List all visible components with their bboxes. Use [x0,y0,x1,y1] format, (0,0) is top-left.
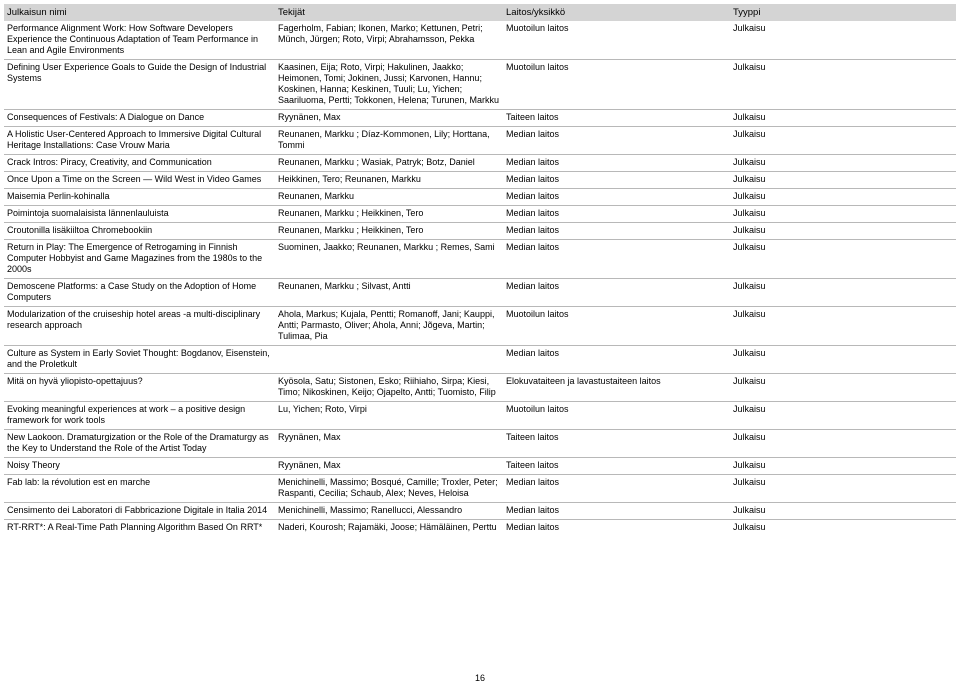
cell-type: Julkaisu [730,307,956,346]
page-number: 16 [474,673,485,683]
cell-type: Julkaisu [730,189,956,206]
cell-title: Noisy Theory [4,458,275,475]
cell-type: Julkaisu [730,503,956,520]
cell-type: Julkaisu [730,430,956,458]
cell-unit: Median laitos [503,346,730,374]
cell-authors: Lu, Yichen; Roto, Virpi [275,402,503,430]
table-row [4,206,956,223]
cell-type: Julkaisu [730,279,956,307]
cell-authors: Fagerholm, Fabian; Ikonen, Marko; Kettunen, Petri; Münch, Jürgen; Roto, Virpi; Abrahamsson, Pekka [278,23,483,44]
cell-title: Performance Alignment Work: How Software Developers Experience the Continuous Adaptation of Team Performance in Lean and Agile Environments [7,23,258,55]
cell-type: Julkaisu [730,127,956,155]
table-row [4,155,956,172]
cell-authors: Menichinelli, Massimo; Ranellucci, Alessandro [275,503,503,520]
table-row [4,346,956,374]
cell-unit: Median laitos [503,503,730,520]
cell-unit: Median laitos [503,520,730,537]
cell-type: Julkaisu [730,475,956,503]
table-row [4,279,956,307]
cell-type: Julkaisu [730,402,956,430]
table-row [4,60,956,110]
cell-title: Mitä on hyvä yliopisto-opettajuus? [4,374,275,402]
cell-unit: Taiteen laitos [503,458,730,475]
cell-authors: Ryynänen, Max [275,430,503,458]
header-type: Tyyppi [730,4,956,21]
cell-title: A Holistic User-Centered Approach to Immersive Digital Cultural Heritage Installations: Case Vrouw Maria [4,127,275,155]
cell-authors: Reunanen, Markku ; Heikkinen, Tero [275,206,503,223]
cell-title: Demoscene Platforms: a Case Study on the Adoption of Home Computers [4,279,275,307]
cell-title: Modularization of the cruiseship hotel areas -a multi-disciplinary research approach [4,307,275,346]
table-row [4,127,956,155]
table-row [4,475,956,503]
header-title: Julkaisun nimi [4,4,275,21]
table-row [4,189,956,206]
cell-type: Julkaisu [730,374,956,402]
cell-authors [275,346,503,374]
cell-unit: Muotoilun laitos [503,60,730,110]
cell-unit: Median laitos [503,475,730,503]
cell-unit: Taiteen laitos [503,110,730,127]
table-row [4,110,956,127]
table-row [4,223,956,240]
table-row [4,520,956,537]
cell-type: Julkaisu [730,520,956,537]
cell-unit: Median laitos [503,172,730,189]
cell-unit: Median laitos [503,206,730,223]
cell-unit: Taiteen laitos [503,430,730,458]
header-unit: Laitos/yksikkö [503,4,730,21]
cell-title: Evoking meaningful experiences at work – a positive design framework for work tools [4,402,275,430]
table-row [4,307,956,346]
cell-title: Poimintoja suomalaisista lännenlauluista [4,206,275,223]
table-row [4,503,956,520]
cell-type: Julkaisu [730,223,956,240]
cell-title: RT-RRT*: A Real-Time Path Planning Algorithm Based On RRT* [4,520,275,537]
cell-authors: Kyösola, Satu; Sistonen, Esko; Riihiaho, Sirpa; Kiesi, Timo; Nikoskinen, Keijo; Ojapelto, Antti; Tuomisto, Filip [275,374,503,402]
cell-authors: Reunanen, Markku ; Wasiak, Patryk; Botz, Daniel [275,155,503,172]
cell-unit: Median laitos [503,189,730,206]
cell-title: Fab lab: la révolution est en marche [4,475,275,503]
table-row [4,430,956,458]
cell-unit: Median laitos [503,279,730,307]
document-page [4,4,956,536]
table-row [4,402,956,430]
cell-type: Julkaisu [730,172,956,189]
cell-type: Julkaisu [730,346,956,374]
cell-title: Consequences of Festivals: A Dialogue on Dance [4,110,275,127]
cell-title: New Laokoon. Dramaturgization or the Role of the Dramaturgy as the Key to Understand the Role of the Artist Today [4,430,275,458]
cell-title: Crack Intros: Piracy, Creativity, and Communication [4,155,275,172]
cell-authors: Ahola, Markus; Kujala, Pentti; Romanoff, Jani; Kauppi, Antti; Parmasto, Oliver; Ahola, Anni; Jõgeva, Martin; Tulimaa, Pia [275,307,503,346]
cell-unit: Muotoilun laitos [503,307,730,346]
publications-table [4,4,956,536]
header-authors: Tekijät [275,4,503,21]
cell-authors: Suominen, Jaakko; Reunanen, Markku ; Remes, Sami [275,240,503,279]
cell-unit: Elokuvataiteen ja lavastustaiteen laitos [503,374,730,402]
cell-authors: Kaasinen, Eija; Roto, Virpi; Hakulinen, Jaakko; Heimonen, Tomi; Jokinen, Jussi; Karvonen, Hannu; Koskinen, Hanna; Keskinen, Tuuli; Lu, Yichen; Saariluoma, Pertti; Tokkonen, Helena; Turunen, Markku [275,60,503,110]
cell-authors: Naderi, Kourosh; Rajamäki, Joose; Hämäläinen, Perttu [275,520,503,537]
cell-type: Julkaisu [730,60,956,110]
cell-authors: Reunanen, Markku ; Heikkinen, Tero [275,223,503,240]
cell-unit: Median laitos [503,155,730,172]
table-row [4,21,956,60]
cell-type: Julkaisu [730,110,956,127]
cell-authors: Reunanen, Markku [275,189,503,206]
cell-title: Croutonilla lisäkiiltoa Chromebookiin [4,223,275,240]
cell-authors: Reunanen, Markku ; Díaz-Kommonen, Lily; Horttana, Tommi [275,127,503,155]
table-row [4,374,956,402]
cell-authors: Menichinelli, Massimo; Bosqué, Camille; Troxler, Peter; Raspanti, Cecilia; Schaub, Alex; Neves, Heloisa [275,475,503,503]
cell-authors: Ryynänen, Max [275,110,503,127]
cell-title: Maisemia Perlin-kohinalla [4,189,275,206]
cell-unit: Median laitos [503,240,730,279]
cell-title: Culture as System in Early Soviet Thought: Bogdanov, Eisenstein, and the Proletkult [4,346,275,374]
cell-type: Julkaisu [730,458,956,475]
cell-type: Julkaisu [733,23,766,33]
cell-type: Julkaisu [730,155,956,172]
table-row [4,172,956,189]
cell-authors: Ryynänen, Max [275,458,503,475]
cell-title: Once Upon a Time on the Screen — Wild West in Video Games [4,172,275,189]
cell-type: Julkaisu [730,206,956,223]
cell-title: Defining User Experience Goals to Guide the Design of Industrial Systems [4,60,275,110]
cell-unit: Muotoilun laitos [503,402,730,430]
cell-authors: Reunanen, Markku ; Silvast, Antti [275,279,503,307]
table-header-row [4,4,956,21]
cell-unit: Median laitos [503,223,730,240]
cell-type: Julkaisu [730,240,956,279]
cell-unit: Median laitos [503,127,730,155]
table-row [4,240,956,279]
cell-title: Censimento dei Laboratori di Fabbricazione Digitale in Italia 2014 [4,503,275,520]
cell-unit: Muotoilun laitos [506,23,569,33]
cell-authors: Heikkinen, Tero; Reunanen, Markku [275,172,503,189]
cell-title: Return in Play: The Emergence of Retrogaming in Finnish Computer Hobbyist and Game Magazines from the 1980s to the 2000s [4,240,275,279]
table-row [4,458,956,475]
